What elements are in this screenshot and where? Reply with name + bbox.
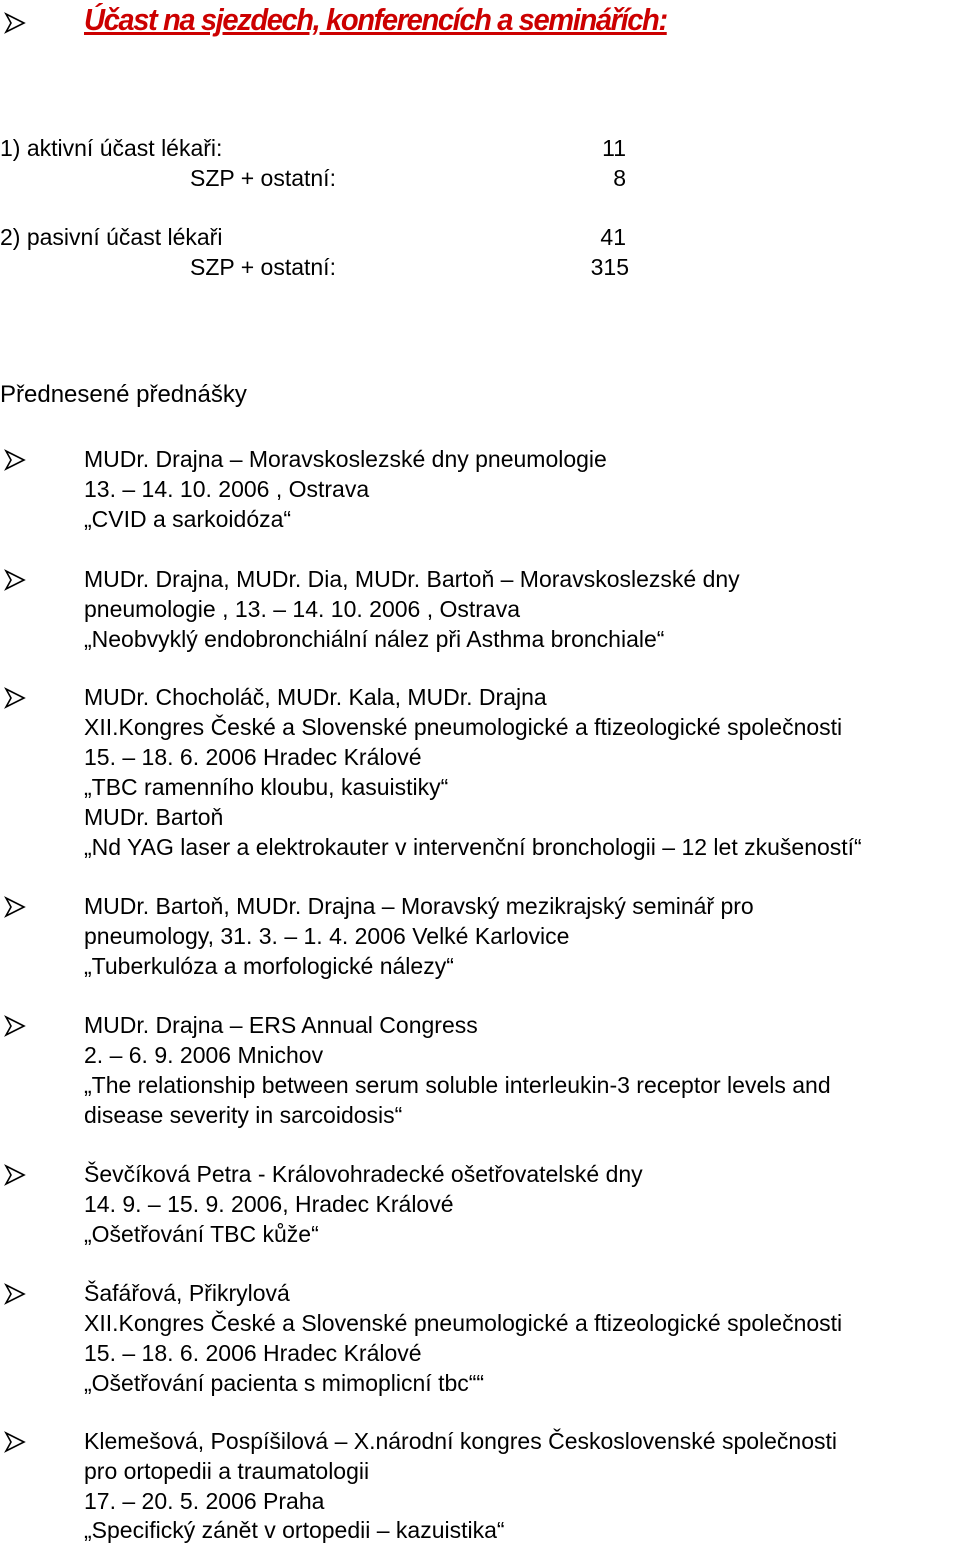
entry-line: XII.Kongres České a Slovenské pneumologické a ftizeologické společnosti [84,1310,843,1336]
entry-line: 15. – 18. 6. 2006 Hradec Králové [84,744,422,770]
entry-line: 15. – 18. 6. 2006 Hradec Králové [84,1340,422,1366]
arrow-bullet-icon [4,449,26,471]
stat-value: 315 [590,254,629,280]
stat-label: SZP + ostatní: [190,165,336,191]
stat-label: 2) pasivní účast lékaři [0,224,223,250]
entry-title: „Tuberkulóza a morfologické nálezy“ [84,953,454,979]
entry-title: „TBC ramenního kloubu, kasuistiky“ [84,774,449,800]
entry-line: pro ortopedii a traumatologii [84,1458,370,1484]
entry-title: „CVID a sarkoidóza“ [84,506,292,532]
entry-title: „Nd YAG laser a elektrokauter v intervenční bronchologii – 12 let zkušeností“ [84,834,862,860]
stat-value: 11 [602,135,626,161]
entry-title: „Ošetřování TBC kůže“ [84,1221,319,1247]
entry-line: 17. – 20. 5. 2006 Praha [84,1488,325,1514]
entry-line: XII.Kongres České a Slovenské pneumologické a ftizeologické společnosti [84,714,843,740]
arrow-bullet-icon [4,569,26,591]
stat-value: 41 [600,224,626,250]
entry-line: MUDr. Chocholáč, MUDr. Kala, MUDr. Drajna [84,684,547,710]
arrow-bullet-icon [4,687,26,709]
arrow-bullet-icon [4,1431,26,1453]
stat-label: SZP + ostatní: [190,254,336,280]
entry-line: pneumology, 31. 3. – 1. 4. 2006 Velké Karlovice [84,923,570,949]
entry-line: MUDr. Drajna – ERS Annual Congress [84,1012,478,1038]
entry-line: pneumologie , 13. – 14. 10. 2006 , Ostrava [84,596,521,622]
page-title: Účast na sjezdech, konferencích a seminářích: [84,2,667,37]
arrow-bullet-icon [4,1164,26,1186]
entry-line: 2. – 6. 9. 2006 Mnichov [84,1042,324,1068]
arrow-bullet-icon [4,896,26,918]
arrow-bullet-icon [4,1015,26,1037]
entry-line: MUDr. Bartoň [84,804,224,830]
entry-title: „Specifický zánět v ortopedii – kazuistika“ [84,1517,505,1543]
entry-line: Klemešová, Pospíšilová – X.národní kongres Československé společnosti [84,1428,838,1454]
entry-title: „Ošetřování pacienta s mimoplicní tbc““ [84,1370,485,1396]
entry-title: „The relationship between serum soluble interleukin-3 receptor levels and [84,1072,831,1098]
entry-title: disease severity in sarcoidosis“ [84,1102,403,1128]
entry-line: MUDr. Bartoň, MUDr. Drajna – Moravský mezikrajský seminář pro [84,893,754,919]
section-heading [0,0,960,46]
lectures-title: Přednesené přednášky [0,381,247,408]
entry-title: „Neobvyklý endobronchiální nález při Asthma bronchiale“ [84,626,665,652]
arrow-bullet-icon [4,12,26,34]
stat-label: 1) aktivní účast lékaři: [0,135,223,161]
entry-line: 13. – 14. 10. 2006 , Ostrava [84,476,370,502]
entry-line: MUDr. Drajna – Moravskoslezské dny pneumologie [84,446,607,472]
entry-line: Ševčíková Petra - Královohradecké ošetřovatelské dny [84,1161,643,1187]
stat-value: 8 [613,165,626,191]
entry-line: Šafářová, Přikrylová [84,1280,290,1306]
entry-line: MUDr. Drajna, MUDr. Dia, MUDr. Bartoň – Moravskoslezské dny [84,566,740,592]
arrow-bullet-icon [4,1283,26,1305]
entry-line: 14. 9. – 15. 9. 2006, Hradec Králové [84,1191,454,1217]
